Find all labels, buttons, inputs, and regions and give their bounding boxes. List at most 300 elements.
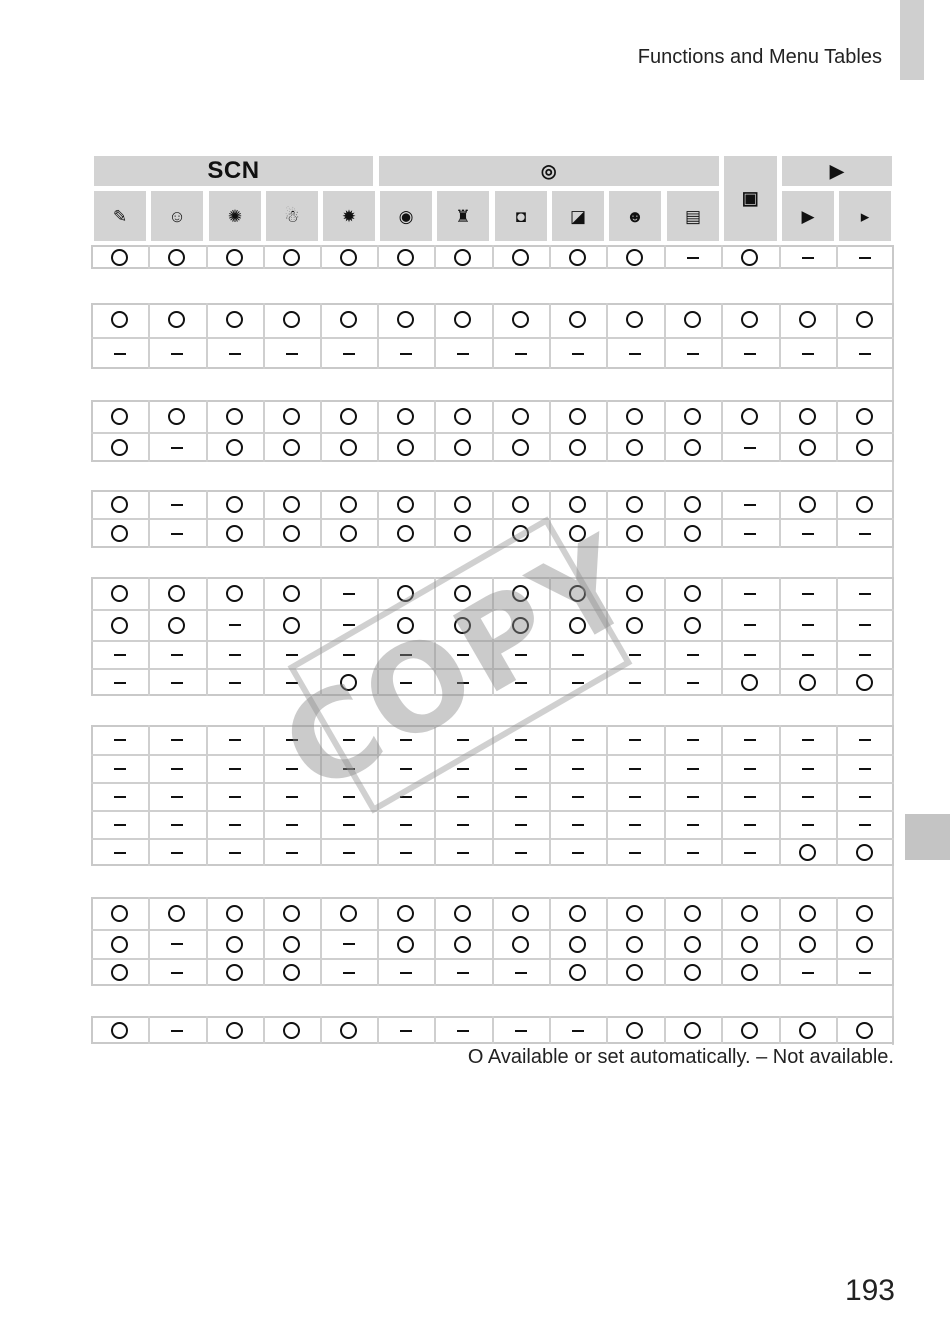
table-cell [206, 842, 263, 862]
table-cell [91, 903, 148, 923]
available-mark [397, 439, 414, 456]
table-cell [377, 903, 434, 923]
table-cell [492, 842, 549, 862]
available-mark [454, 408, 471, 425]
not-available-mark [229, 739, 241, 741]
table-cell [779, 343, 836, 363]
table-cell [721, 934, 778, 954]
not-available-mark [802, 257, 814, 259]
table-cell [664, 615, 721, 635]
not-available-mark [859, 972, 871, 974]
available-mark [397, 249, 414, 266]
table-cell [91, 672, 148, 692]
table-cell [492, 343, 549, 363]
table-cell [91, 842, 148, 862]
table-cell [836, 615, 893, 635]
not-available-mark [629, 682, 641, 684]
monochrome-icon: ◪ [569, 206, 587, 226]
table-cell [320, 437, 377, 457]
table-cell [664, 1020, 721, 1040]
table-cell [148, 343, 205, 363]
not-available-mark [171, 972, 183, 974]
creative-filters-group-label: ◎ [540, 160, 558, 181]
table-cell [91, 730, 148, 750]
table-cell [664, 583, 721, 603]
smart-shutter-icon: ☺ [168, 206, 186, 226]
table-cell [91, 494, 148, 514]
table-cell [377, 343, 434, 363]
available-mark [684, 617, 701, 634]
available-mark [741, 408, 758, 425]
available-mark [340, 496, 357, 513]
table-cell [549, 730, 606, 750]
available-mark [226, 964, 243, 981]
not-available-mark [229, 796, 241, 798]
row-divider [91, 810, 894, 812]
table-cell [434, 437, 491, 457]
available-mark [283, 905, 300, 922]
table-cell [664, 814, 721, 834]
available-mark [397, 408, 414, 425]
table-cell [492, 962, 549, 982]
movie-group-label: ▶ [829, 160, 845, 181]
table-cell [836, 672, 893, 692]
not-available-mark [114, 796, 126, 798]
available-mark [283, 408, 300, 425]
table-cell [664, 786, 721, 806]
table-cell [721, 962, 778, 982]
table-cell [434, 934, 491, 954]
table-cell [779, 615, 836, 635]
table-cell [148, 494, 205, 514]
table-cell [206, 437, 263, 457]
table-cell [836, 786, 893, 806]
table-cell [206, 583, 263, 603]
available-mark [340, 249, 357, 266]
table-cell [721, 814, 778, 834]
not-available-mark [572, 739, 584, 741]
not-available-mark [802, 353, 814, 355]
table-cell [779, 786, 836, 806]
available-mark [340, 311, 357, 328]
table-cell [606, 758, 663, 778]
table-cell [263, 842, 320, 862]
not-available-mark [802, 593, 814, 595]
table-cell [320, 523, 377, 543]
available-mark [454, 496, 471, 513]
table-cell [148, 758, 205, 778]
available-mark [569, 311, 586, 328]
available-mark [226, 249, 243, 266]
available-mark [741, 964, 758, 981]
not-available-mark [515, 824, 527, 826]
not-available-mark [343, 624, 355, 626]
table-cell [492, 903, 549, 923]
table-cell [434, 309, 491, 329]
not-available-mark [629, 353, 641, 355]
available-mark [856, 408, 873, 425]
not-available-mark [400, 824, 412, 826]
table-cell [664, 437, 721, 457]
table-cell [836, 494, 893, 514]
available-mark [168, 249, 185, 266]
table-cell [377, 814, 434, 834]
fireworks-icon: ✹ [341, 206, 357, 226]
table-cell [91, 309, 148, 329]
table-cell [549, 962, 606, 982]
available-mark [168, 585, 185, 602]
table-cell [320, 494, 377, 514]
table-cell [779, 903, 836, 923]
table-cell [492, 1020, 549, 1040]
available-mark [340, 1022, 357, 1039]
available-mark [111, 439, 128, 456]
table-cell [721, 583, 778, 603]
not-available-mark [687, 824, 699, 826]
available-mark [684, 585, 701, 602]
available-mark [512, 936, 529, 953]
not-available-mark [171, 533, 183, 535]
not-available-mark [802, 654, 814, 656]
table-cell [664, 494, 721, 514]
available-mark [512, 439, 529, 456]
table-cell [91, 247, 148, 267]
available-mark [626, 964, 643, 981]
not-available-mark [286, 824, 298, 826]
available-mark [799, 905, 816, 922]
table-cell [206, 934, 263, 954]
table-cell [664, 343, 721, 363]
not-available-mark [515, 796, 527, 798]
table-cell [263, 247, 320, 267]
not-available-mark [229, 824, 241, 826]
table-cell [148, 247, 205, 267]
movie-standard-icon: ▶ [801, 206, 815, 226]
table-cell [148, 786, 205, 806]
table-cell [148, 903, 205, 923]
table-cell [664, 934, 721, 954]
not-available-mark [171, 447, 183, 449]
available-mark [856, 1022, 873, 1039]
table-cell [549, 934, 606, 954]
not-available-mark [802, 533, 814, 535]
not-available-mark [114, 824, 126, 826]
table-cell [606, 247, 663, 267]
table-cell [148, 615, 205, 635]
available-mark [283, 1022, 300, 1039]
available-mark [454, 249, 471, 266]
not-available-mark [515, 353, 527, 355]
available-mark [168, 617, 185, 634]
table-cell [836, 842, 893, 862]
not-available-mark [343, 972, 355, 974]
available-mark [111, 585, 128, 602]
table-cell [377, 247, 434, 267]
table-cell [91, 814, 148, 834]
not-available-mark [859, 654, 871, 656]
table-cell [606, 343, 663, 363]
table-cell [320, 934, 377, 954]
table-cell [148, 934, 205, 954]
table-cell [664, 672, 721, 692]
available-mark [111, 936, 128, 953]
available-mark [454, 525, 471, 542]
not-available-mark [859, 257, 871, 259]
poster-icon: ▤ [684, 206, 702, 226]
available-mark [626, 525, 643, 542]
not-available-mark [859, 624, 871, 626]
available-mark [340, 525, 357, 542]
table-cell [549, 758, 606, 778]
available-mark [283, 439, 300, 456]
available-mark [569, 249, 586, 266]
not-available-mark [744, 593, 756, 595]
not-available-mark [859, 739, 871, 741]
table-cell [263, 903, 320, 923]
available-mark [512, 249, 529, 266]
table-cell [263, 343, 320, 363]
watermark-text: COPY [260, 509, 660, 821]
available-mark [569, 408, 586, 425]
available-mark [397, 936, 414, 953]
available-mark [569, 496, 586, 513]
page-number: 193 [844, 1274, 895, 1307]
not-available-mark [343, 943, 355, 945]
table-cell [492, 758, 549, 778]
not-available-mark [744, 739, 756, 741]
table-cell [206, 814, 263, 834]
row-divider [91, 518, 894, 520]
table-cell [148, 309, 205, 329]
not-available-mark [687, 768, 699, 770]
not-available-mark [171, 682, 183, 684]
available-mark [799, 311, 816, 328]
not-available-mark [629, 768, 641, 770]
table-cell [779, 758, 836, 778]
table-cell [664, 903, 721, 923]
table-cell [91, 583, 148, 603]
table-cell [91, 644, 148, 664]
row-divider [91, 432, 894, 434]
table-cell [606, 406, 663, 426]
not-available-mark [629, 824, 641, 826]
table-cell [91, 934, 148, 954]
not-available-mark [171, 353, 183, 355]
table-cell [606, 786, 663, 806]
table-cell [320, 583, 377, 603]
table-cell [664, 758, 721, 778]
table-cell [148, 583, 205, 603]
row-divider [91, 838, 894, 840]
table-cell [721, 247, 778, 267]
table-cell [148, 842, 205, 862]
table-cell [721, 1020, 778, 1040]
table-cell [836, 644, 893, 664]
table-cell [492, 247, 549, 267]
available-mark [111, 905, 128, 922]
table-cell [836, 583, 893, 603]
table-cell [206, 1020, 263, 1040]
available-mark [340, 905, 357, 922]
not-available-mark [572, 768, 584, 770]
available-mark [111, 617, 128, 634]
table-cell [836, 523, 893, 543]
not-available-mark [744, 824, 756, 826]
available-mark [684, 408, 701, 425]
available-mark [799, 439, 816, 456]
available-mark [283, 617, 300, 634]
soft-focus-icon: ☻ [626, 206, 644, 226]
table-cell [91, 343, 148, 363]
table-cell [721, 786, 778, 806]
not-available-mark [171, 824, 183, 826]
table-cell [664, 309, 721, 329]
table-cell [320, 903, 377, 923]
not-available-mark [457, 852, 469, 854]
not-available-mark [286, 852, 298, 854]
table-cell [320, 343, 377, 363]
not-available-mark [687, 739, 699, 741]
table-cell [206, 962, 263, 982]
available-mark [168, 408, 185, 425]
table-cell [721, 730, 778, 750]
not-available-mark [572, 353, 584, 355]
available-mark [512, 905, 529, 922]
not-available-mark [171, 1030, 183, 1032]
available-mark [626, 496, 643, 513]
not-available-mark [859, 353, 871, 355]
table-cell [434, 523, 491, 543]
table-cell [492, 934, 549, 954]
available-mark [512, 408, 529, 425]
not-available-mark [629, 852, 641, 854]
not-available-mark [515, 768, 527, 770]
table-cell [836, 406, 893, 426]
table-cell [206, 309, 263, 329]
not-available-mark [744, 533, 756, 535]
table-cell [779, 842, 836, 862]
table-cell [320, 406, 377, 426]
discreet-group-label: ▣ [741, 188, 760, 208]
not-available-mark [687, 353, 699, 355]
table-cell [91, 962, 148, 982]
available-mark [856, 311, 873, 328]
table-cell [263, 615, 320, 635]
available-mark [111, 964, 128, 981]
table-cell [721, 523, 778, 543]
table-cell [664, 644, 721, 664]
toy-camera-icon: ◘ [515, 206, 527, 226]
not-available-mark [343, 824, 355, 826]
not-available-mark [744, 447, 756, 449]
available-mark [626, 311, 643, 328]
not-available-mark [457, 972, 469, 974]
available-mark [283, 525, 300, 542]
not-available-mark [629, 654, 641, 656]
table-cell [721, 842, 778, 862]
row-divider [91, 754, 894, 756]
not-available-mark [286, 768, 298, 770]
available-mark [684, 496, 701, 513]
table-cell [606, 962, 663, 982]
not-available-mark [286, 654, 298, 656]
table-cell [320, 962, 377, 982]
table-cell [664, 523, 721, 543]
table-cell [206, 494, 263, 514]
table-cell [779, 962, 836, 982]
table-cell [721, 672, 778, 692]
table-cell [779, 583, 836, 603]
table-cell [836, 814, 893, 834]
table-cell [263, 437, 320, 457]
not-available-mark [400, 852, 412, 854]
available-mark [799, 674, 816, 691]
not-available-mark [802, 768, 814, 770]
table-cell [148, 523, 205, 543]
not-available-mark [114, 768, 126, 770]
not-available-mark [802, 824, 814, 826]
not-available-mark [515, 739, 527, 741]
table-cell [91, 786, 148, 806]
table-cell [779, 247, 836, 267]
not-available-mark [515, 852, 527, 854]
available-mark [397, 525, 414, 542]
not-available-mark [572, 1030, 584, 1032]
table-cell [263, 1020, 320, 1040]
table-cell [721, 903, 778, 923]
available-mark [626, 1022, 643, 1039]
available-mark [226, 525, 243, 542]
not-available-mark [286, 353, 298, 355]
not-available-mark [802, 796, 814, 798]
table-cell [91, 1020, 148, 1040]
available-mark [111, 249, 128, 266]
table-cell [91, 437, 148, 457]
table-cell [434, 814, 491, 834]
row-divider [91, 337, 894, 339]
snow-icon: ☃ [284, 206, 300, 226]
table-cell [721, 494, 778, 514]
available-mark [741, 249, 758, 266]
table-cell [836, 962, 893, 982]
table-cell [148, 406, 205, 426]
available-mark [741, 1022, 758, 1039]
available-mark [111, 1022, 128, 1039]
available-mark [684, 439, 701, 456]
available-mark [454, 311, 471, 328]
available-mark [512, 311, 529, 328]
table-cell [779, 1020, 836, 1040]
available-mark [226, 905, 243, 922]
available-mark [340, 439, 357, 456]
legend-footnote [468, 1046, 894, 1069]
available-mark [856, 905, 873, 922]
table-cell [549, 842, 606, 862]
table-cell [492, 814, 549, 834]
not-available-mark [744, 796, 756, 798]
not-available-mark [457, 796, 469, 798]
not-available-mark [229, 654, 241, 656]
table-cell [779, 644, 836, 664]
table-cell [779, 730, 836, 750]
not-available-mark [114, 852, 126, 854]
table-cell [492, 786, 549, 806]
not-available-mark [171, 768, 183, 770]
table-cell [434, 842, 491, 862]
not-available-mark [343, 852, 355, 854]
available-mark [283, 585, 300, 602]
available-mark [741, 936, 758, 953]
